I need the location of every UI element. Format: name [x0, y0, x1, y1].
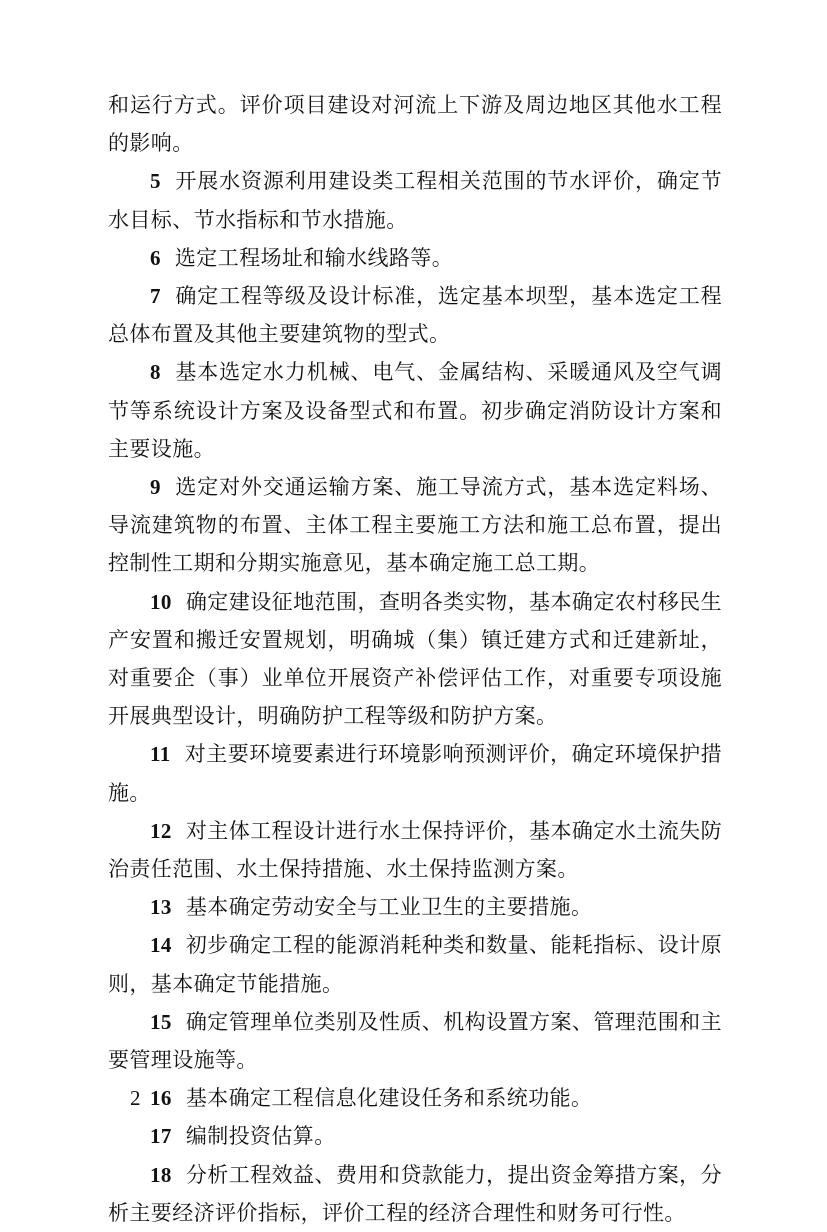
item-text: 选定对外交通运输方案、施工导流方式，基本选定料场、导流建筑物的布置、主体工程主要施工方法和施工总布置，提出控制性工期和分期实施意见，基本确定施工总工期。	[108, 475, 722, 576]
list-item	[108, 1117, 722, 1155]
list-item	[108, 353, 722, 468]
list-item	[108, 735, 722, 811]
item-number: 10	[150, 589, 172, 614]
item-number: 16	[150, 1086, 172, 1111]
list-item	[108, 239, 722, 277]
item-number: 17	[150, 1124, 172, 1149]
item-number: 9	[150, 475, 161, 500]
item-text: 编制投资估算。	[185, 1124, 336, 1149]
item-number: 11	[150, 742, 171, 767]
item-number: 15	[150, 1009, 172, 1034]
item-text: 初步确定工程的能源消耗种类和数量、能耗指标、设计原则，基本确定节能措施。	[108, 933, 722, 996]
list-item	[108, 277, 722, 353]
item-text: 基本确定劳动安全与工业卫生的主要措施。	[185, 895, 593, 920]
item-text: 对主要环境要素进行环境影响预测评价，确定环境保护措施。	[108, 742, 722, 805]
list-item	[108, 162, 722, 238]
item-text: 选定工程场址和输水线路等。	[174, 245, 454, 270]
item-number: 8	[150, 360, 161, 385]
item-number: 14	[150, 933, 172, 958]
list-item	[108, 888, 722, 926]
list-item	[108, 1156, 722, 1232]
body-text	[108, 86, 722, 1232]
item-number: 12	[150, 818, 172, 843]
item-text: 基本确定工程信息化建设任务和系统功能。	[185, 1086, 593, 1111]
continuation-paragraph: 和运行方式。评价项目建设对河流上下游及周边地区其他水工程的影响。	[108, 93, 722, 156]
item-number: 7	[150, 284, 161, 309]
list-item	[108, 1003, 722, 1079]
list-item	[108, 812, 722, 888]
list-item	[108, 1079, 722, 1117]
item-text: 分析工程效益、费用和贷款能力，提出资金筹措方案，分析主要经济评价指标，评价工程的经济合理性和财务可行性。	[108, 1162, 722, 1225]
page-number: 2	[130, 1086, 141, 1110]
item-number: 5	[150, 169, 161, 194]
item-text: 对主体工程设计进行水土保持评价，基本确定水土流失防治责任范围、水土保持措施、水土保持监测方案。	[108, 818, 722, 882]
item-number: 18	[150, 1162, 172, 1187]
item-text: 确定工程等级及设计标准，选定基本坝型，基本选定工程总体布置及其他主要建筑物的型式。	[108, 284, 722, 347]
item-number: 13	[150, 895, 172, 920]
item-text: 开展水资源利用建设类工程相关范围的节水评价，确定节水目标、节水指标和节水措施。	[108, 169, 722, 232]
list-item	[108, 926, 722, 1002]
list-item	[108, 583, 722, 736]
list-item	[108, 468, 722, 583]
item-text: 确定管理单位类别及性质、机构设置方案、管理范围和主要管理设施等。	[108, 1009, 722, 1073]
item-text: 基本选定水力机械、电气、金属结构、采暖通风及空气调节等系统设计方案及设备型式和布置。初步确定消防设计方案和主要设施。	[108, 360, 722, 461]
item-text: 确定建设征地范围，查明各类实物，基本确定农村移民生产安置和搬迁安置规划，明确城（集）镇迁建方式和迁建新址，对重要企（事）业单位开展资产补偿评估工作，对重要专项设施开展典型设计，明确防护工程等级和防护方案。	[108, 589, 722, 729]
item-number: 6	[150, 245, 161, 270]
